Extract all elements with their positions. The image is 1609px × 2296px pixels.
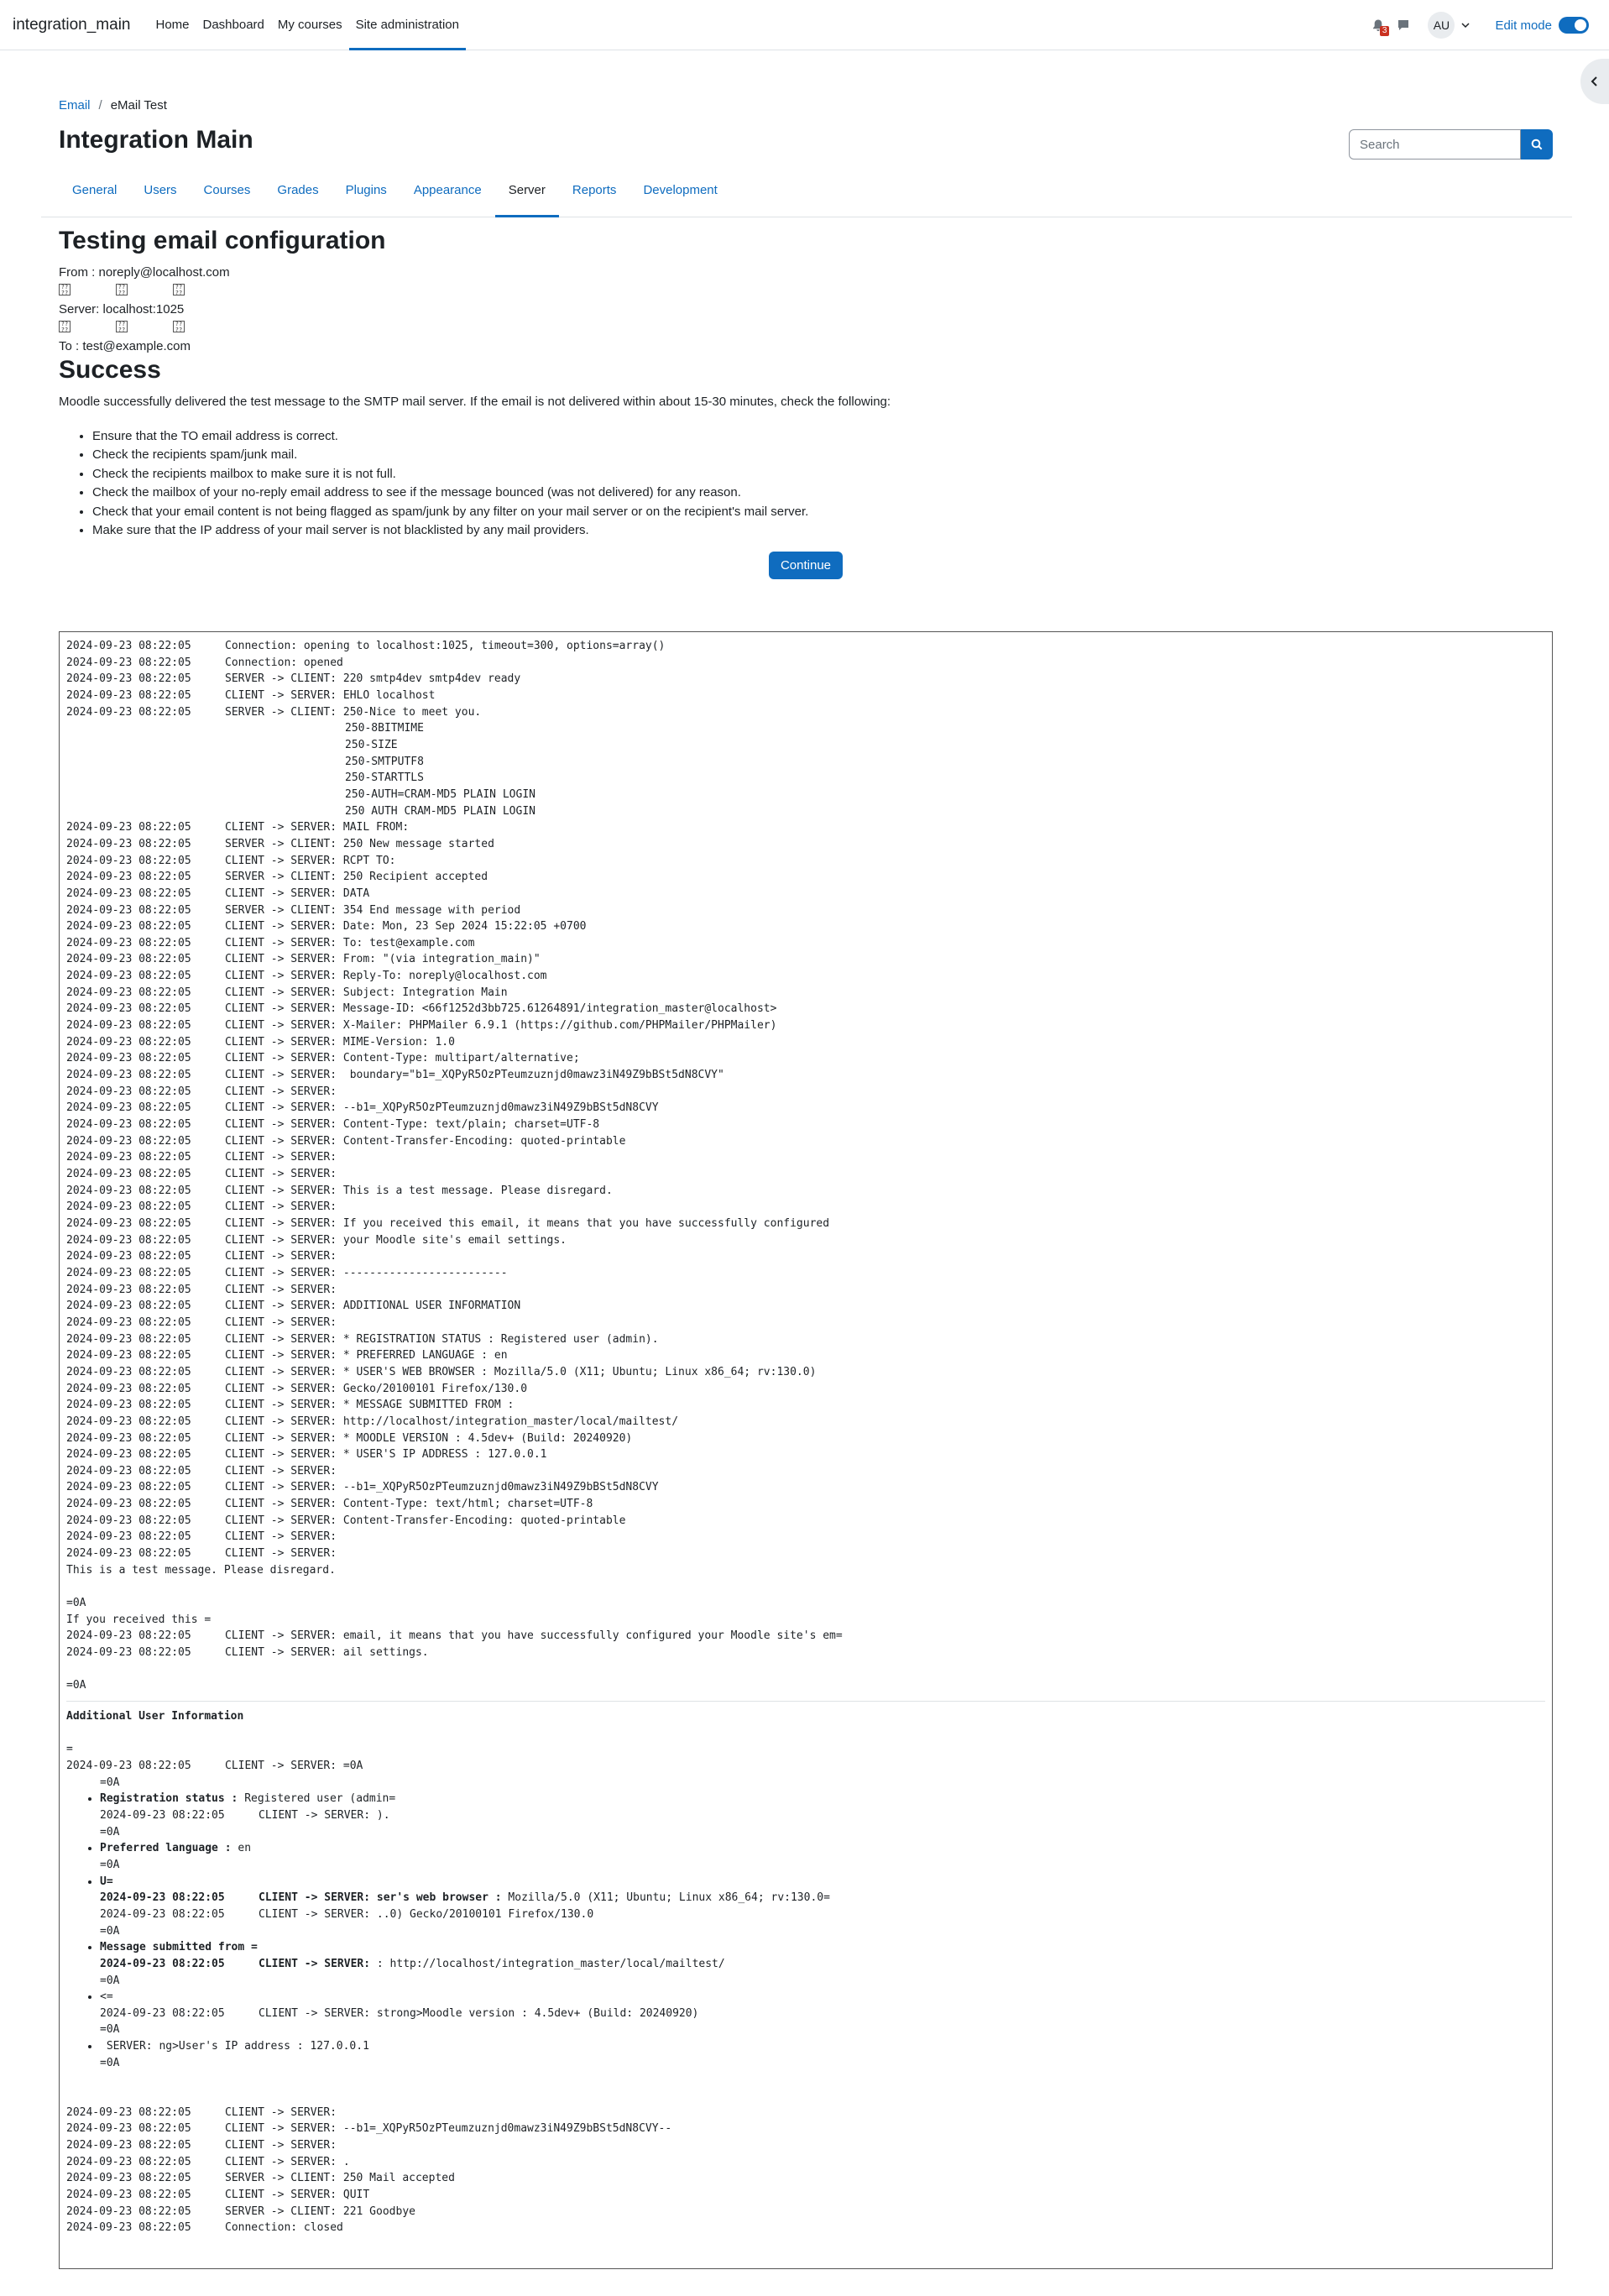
log-message: CLIENT -> SERVER: MIME-Version: 1.0: [225, 1035, 455, 1049]
log-line: [66, 935, 1545, 952]
log-line: [66, 1067, 1545, 1084]
log-line: [66, 1414, 1545, 1430]
log-line: [66, 951, 1545, 968]
log-timestamp: 2024-09-23 08:22:05: [66, 1629, 191, 1643]
log-line: [66, 1529, 1545, 1545]
log-timestamp: 2024-09-23 08:22:05: [66, 1118, 191, 1132]
log-timestamp: 2024-09-23 08:22:05: [66, 821, 191, 834]
log-text: If you received this =: [66, 1613, 212, 1626]
log-message: CLIENT -> SERVER: * PREFERRED LANGUAGE : en: [225, 1349, 508, 1362]
log-text: =0A: [100, 1776, 120, 1789]
log-line: [66, 1364, 1545, 1381]
log-timestamp: 2024-09-23 08:22:05: [66, 1547, 191, 1561]
success-heading: Success: [59, 356, 161, 384]
tab-users[interactable]: Users: [144, 183, 177, 197]
list-item: • Preferred language : en =0A: [100, 1840, 1545, 1873]
checklist: [59, 427, 1553, 540]
list-item: • Message submitted from = 2024-09-23 08:22:05 CLIENT -> SERVER: : http://localhost/integration_master/local/mailtest/ =0A: [100, 1939, 1545, 1989]
nav-my-courses[interactable]: My courses: [277, 17, 342, 32]
testing-heading: Testing email configuration: [59, 227, 386, 254]
missing-glyph-icon: ?? ??: [59, 321, 71, 332]
to-line: To : test@example.com: [59, 339, 191, 353]
log-timestamp: 2024-09-23 08:22:05: [66, 1365, 191, 1378]
log-line: [66, 2137, 1545, 2154]
log-message: CLIENT -> SERVER: This is a test message. Please disregard.: [225, 1184, 613, 1197]
log-message: CLIENT -> SERVER: Content-Type: text/html; charset=UTF-8: [225, 1498, 593, 1511]
log-timestamp: 2024-09-23 08:22:05: [66, 854, 191, 867]
log-line: [66, 688, 1545, 704]
log-line: [66, 1166, 1545, 1183]
tab-development[interactable]: Development: [643, 183, 718, 197]
log-message: CLIENT -> SERVER: your Moodle site's email settings.: [225, 1233, 567, 1247]
log-timestamp: 2024-09-23 08:22:05: [66, 1349, 191, 1362]
log-message: CLIENT -> SERVER:: [225, 2139, 337, 2152]
log-timestamp: 2024-09-23 08:22:05: [66, 1498, 191, 1511]
breadcrumb-separator: /: [98, 98, 102, 112]
log-timestamp: 2024-09-23 08:22:05: [66, 953, 191, 966]
log-line: [66, 2154, 1545, 2171]
log-timestamp: 2024-09-23 08:22:05: [66, 1382, 191, 1395]
log-timestamp: 2024-09-23 08:22:05: [66, 1431, 191, 1445]
log-line: [66, 1133, 1545, 1150]
log-message: CLIENT -> SERVER: --b1=_XQPyR5OzPTeumzuznjd0mawz3iN49Z9bBSt5dN8CVY--: [225, 2122, 672, 2136]
log-message: SERVER -> CLIENT: 250 Mail accepted: [225, 2172, 455, 2185]
log-timestamp: 2024-09-23 08:22:05: [66, 1233, 191, 1247]
log-user-info-list: [66, 1791, 1545, 2071]
log-line: [66, 985, 1545, 1002]
log-timestamp: 2024-09-23 08:22:05: [66, 1759, 191, 1772]
log-timestamp: 2024-09-23 08:22:05: [66, 1464, 191, 1477]
log-timestamp: 2024-09-23 08:22:05: [66, 1134, 191, 1148]
log-message: CLIENT -> SERVER: --b1=_XQPyR5OzPTeumzuznjd0mawz3iN49Z9bBSt5dN8CVY: [225, 1481, 659, 1494]
log-line: [66, 655, 1545, 672]
log-timestamp: 2024-09-23 08:22:05: [66, 1019, 191, 1033]
log-timestamp: 2024-09-23 08:22:05: [66, 2105, 191, 2119]
log-timestamp: 2024-09-23 08:22:05: [66, 1250, 191, 1263]
tab-courses[interactable]: Courses: [203, 183, 251, 197]
tab-plugins[interactable]: Plugins: [345, 183, 387, 197]
log-message: CLIENT -> SERVER: If you received this email, it means that you have successfully configured: [225, 1216, 830, 1230]
list-item: • U= 2024-09-23 08:22:05 CLIENT -> SERVER: ser's web browser : Mozilla/5.0 (X11; Ubuntu; Linux x86_64; rv:130.0= 2024-09-23 08:22:05 CLIENT -> SERVER: ..0) Gecko/20100101 Firefox/130.0 =0A: [100, 1874, 1545, 1940]
log-timestamp: 2024-09-23 08:22:05: [66, 1315, 191, 1329]
list-item: • <= 2024-09-23 08:22:05 CLIENT -> SERVER: strong>Moodle version : 4.5dev+ (Build: 20240920) =0A: [100, 1989, 1545, 2038]
list-item: • SERVER: ng>User's IP address : 127.0.0.1 =0A: [100, 2038, 1545, 2071]
log-timestamp: 2024-09-23 08:22:05: [66, 1101, 191, 1115]
log-line: [66, 1645, 1545, 1661]
log-text: This is a test message. Please disregard.: [66, 1563, 336, 1577]
list-item: • Check the recipients spam/junk mail.: [92, 446, 1553, 464]
log-message: CLIENT -> SERVER: * USER'S IP ADDRESS : 127.0.0.1: [225, 1448, 547, 1462]
log-timestamp: 2024-09-23 08:22:05: [66, 640, 191, 652]
log-line: [66, 1183, 1545, 1200]
log-line: [66, 1381, 1545, 1398]
missing-glyph-icon: ?? ??: [59, 284, 71, 295]
placeholder-icons-row: [59, 284, 1553, 297]
log-timestamp: 2024-09-23 08:22:05: [66, 1168, 191, 1180]
log-message: SERVER -> CLIENT: 250-Nice to meet you.: [225, 705, 482, 719]
from-line: From : noreply@localhost.com: [59, 265, 230, 280]
log-message: CLIENT -> SERVER:: [225, 1283, 337, 1296]
log-line: [66, 968, 1545, 985]
log-timestamp: 2024-09-23 08:22:05: [66, 871, 191, 884]
log-line: [66, 671, 1545, 688]
notification-count-badge: 3: [1380, 26, 1390, 36]
log-timestamp: 2024-09-23 08:22:05: [66, 688, 191, 702]
search-icon: [1531, 139, 1543, 150]
nav-site-administration[interactable]: Site administration: [349, 0, 466, 50]
log-line: [66, 1248, 1545, 1265]
log-message: SERVER -> CLIENT: 354 End message with period: [225, 903, 521, 917]
log-message: CLIENT -> SERVER: boundary="b1=_XQPyR5OzPTeumzuznjd0mawz3iN49Z9bBSt5dN8CVY": [225, 1069, 724, 1082]
breadcrumb-current: eMail Test: [110, 98, 167, 112]
log-message: SERVER -> CLIENT: 221 Goodbye: [225, 2204, 415, 2218]
log-text: =0A: [66, 1679, 86, 1692]
log-message: CLIENT -> SERVER:: [225, 1315, 337, 1329]
chevron-down-icon[interactable]: [1461, 21, 1471, 29]
log-message: CLIENT -> SERVER:: [225, 1250, 337, 1263]
log-message: CLIENT -> SERVER: Content-Type: multipart/alternative;: [225, 1052, 580, 1065]
log-line: [66, 1513, 1545, 1530]
log-timestamp: 2024-09-23 08:22:05: [66, 1052, 191, 1065]
log-timestamp: 2024-09-23 08:22:05: [66, 1530, 191, 1544]
chat-bubble-icon: [1397, 18, 1410, 32]
log-additional-heading: Additional User Information: [66, 1710, 244, 1723]
log-timestamp: 2024-09-23 08:22:05: [100, 2006, 225, 2020]
log-line: [66, 869, 1545, 886]
log-timestamp: 2024-09-23 08:22:05: [66, 1514, 191, 1527]
user-navigation: [1369, 0, 1609, 50]
log-line: [66, 704, 1545, 721]
log-line: [66, 1545, 1545, 1562]
log-line: [66, 1347, 1545, 1364]
log-message: CLIENT -> SERVER: * MESSAGE SUBMITTED FROM :: [225, 1399, 515, 1412]
log-timestamp: 2024-09-23 08:22:05: [66, 1481, 191, 1494]
log-message: CLIENT -> SERVER: RCPT TO:: [225, 854, 396, 867]
log-line: [66, 2105, 1545, 2121]
log-message: Connection: opened: [225, 656, 343, 669]
log-timestamp: 2024-09-23 08:22:05: [66, 2155, 191, 2168]
log-line: [66, 819, 1545, 836]
log-line: [66, 1017, 1545, 1034]
log-timestamp: 2024-09-23 08:22:05: [66, 2204, 191, 2218]
log-timestamp: 2024-09-23 08:22:05: [66, 1002, 191, 1016]
smtp-debug-log: [59, 631, 1553, 2269]
missing-glyph-icon: ?? ??: [116, 284, 128, 295]
main-content: [59, 227, 1553, 579]
log-timestamp: 2024-09-23 08:22:05: [66, 672, 191, 686]
log-message: SERVER -> CLIENT: 250 Recipient accepted: [225, 871, 488, 884]
log-timestamp: 2024-09-23 08:22:05: [66, 1151, 191, 1164]
log-timestamp: 2024-09-23 08:22:05: [100, 1957, 225, 1970]
primary-navigation: [149, 0, 466, 50]
continue-button[interactable]: Continue: [769, 552, 843, 579]
log-timestamp: 2024-09-23 08:22:05: [66, 1035, 191, 1049]
log-line: [66, 1100, 1545, 1117]
log-line: [66, 902, 1545, 919]
log-line: [66, 1232, 1545, 1249]
tab-appearance[interactable]: Appearance: [413, 183, 482, 197]
missing-glyph-icon: ?? ??: [173, 321, 185, 332]
log-timestamp: 2024-09-23 08:22:05: [66, 1266, 191, 1279]
log-line: [66, 1397, 1545, 1414]
log-message: CLIENT -> SERVER: Subject: Integration Main: [225, 986, 508, 999]
log-line: [66, 1496, 1545, 1513]
log-timestamp: 2024-09-23 08:22:05: [66, 1184, 191, 1197]
log-message: CLIENT -> SERVER:: [225, 1168, 337, 1180]
list-item: • Check the recipients mailbox to make sure it is not full.: [92, 465, 1553, 484]
log-timestamp: 2024-09-23 08:22:05: [66, 920, 191, 934]
log-message: CLIENT -> SERVER:: [225, 1200, 337, 1214]
log-line: [66, 1216, 1545, 1232]
log-line: [66, 918, 1545, 935]
log-text: =0A: [66, 1597, 86, 1610]
log-timestamp: 2024-09-23 08:22:05: [66, 1283, 191, 1296]
log-line: [66, 1199, 1545, 1216]
log-timestamp: 2024-09-23 08:22:05: [66, 2172, 191, 2185]
top-navbar: [0, 0, 1609, 50]
chevron-left-icon: [1590, 76, 1600, 87]
log-continuation: 250-8BITMIME: [345, 722, 424, 735]
log-message: CLIENT -> SERVER: * REGISTRATION STATUS : Registered user (admin).: [225, 1332, 659, 1346]
log-timestamp: 2024-09-23 08:22:05: [66, 2221, 191, 2235]
log-line: [66, 2204, 1545, 2220]
tab-general[interactable]: General: [72, 183, 118, 197]
admin-tabs: [41, 172, 1572, 217]
log-line: [66, 1430, 1545, 1447]
open-block-drawer-button[interactable]: [1580, 59, 1609, 104]
log-message: CLIENT -> SERVER: Content-Transfer-Encoding: quoted-printable: [225, 1514, 626, 1527]
log-message: CLIENT -> SERVER: -------------------------: [225, 1266, 508, 1279]
tab-grades[interactable]: Grades: [277, 183, 319, 197]
log-timestamp: 2024-09-23 08:22:05: [66, 2189, 191, 2202]
log-message: CLIENT -> SERVER: EHLO localhost: [225, 688, 436, 702]
user-avatar[interactable]: AU: [1428, 12, 1455, 39]
log-line: [66, 1001, 1545, 1017]
log-timestamp: 2024-09-23 08:22:05: [100, 1808, 225, 1822]
log-message: CLIENT -> SERVER:: [225, 1151, 337, 1164]
nav-home[interactable]: Home: [155, 17, 190, 32]
log-timestamp: 2024-09-23 08:22:05: [66, 2122, 191, 2136]
log-divider: [66, 1701, 1545, 1702]
log-timestamp: 2024-09-23 08:22:05: [66, 886, 191, 900]
log-timestamp: 2024-09-23 08:22:05: [66, 1448, 191, 1462]
log-message: CLIENT -> SERVER: Message-ID: <66f1252d3bb725.61264891/integration_master@localhost>: [225, 1002, 777, 1016]
log-message: CLIENT -> SERVER: Date: Mon, 23 Sep 2024 15:22:05 +0700: [225, 920, 587, 934]
page-title: Integration Main: [59, 126, 253, 154]
log-message: CLIENT -> SERVER: * USER'S WEB BROWSER : Mozilla/5.0 (X11; Ubuntu; Linux x86_64; rv:130.0): [225, 1365, 817, 1378]
log-timestamp: 2024-09-23 08:22:05: [66, 986, 191, 999]
log-message: CLIENT -> SERVER: ail settings.: [225, 1646, 429, 1660]
breadcrumb: [59, 98, 167, 112]
log-line: [66, 2121, 1545, 2137]
tab-server[interactable]: Server: [495, 172, 559, 217]
log-timestamp: 2024-09-23 08:22:05: [66, 1399, 191, 1412]
log-line: [66, 1446, 1545, 1463]
tab-reports[interactable]: Reports: [572, 183, 617, 197]
log-line: [66, 1282, 1545, 1299]
log-timestamp: 2024-09-23 08:22:05: [66, 1415, 191, 1428]
log-line: [66, 1050, 1545, 1067]
log-line: [66, 836, 1545, 853]
log-timestamp: 2024-09-23 08:22:05: [66, 656, 191, 669]
missing-glyph-icon: ?? ??: [116, 321, 128, 332]
list-item: • Make sure that the IP address of your mail server is not blacklisted by any mail providers.: [92, 521, 1553, 540]
log-continuation: 250-STARTTLS: [345, 771, 424, 785]
log-timestamp: 2024-09-23 08:22:05: [66, 1069, 191, 1082]
log-timestamp: 2024-09-23 08:22:05: [66, 903, 191, 917]
notifications-button[interactable]: [1369, 16, 1387, 34]
log-continuation: 250-SIZE: [345, 738, 398, 751]
log-message: CLIENT -> SERVER: http://localhost/integration_master/local/mailtest/: [225, 1415, 679, 1428]
log-message: SERVER -> CLIENT: 250 New message started: [225, 837, 494, 850]
log-message: Connection: closed: [225, 2221, 343, 2235]
log-message: CLIENT -> SERVER: Content-Type: text/plain; charset=UTF-8: [225, 1118, 600, 1132]
log-line: [66, 1331, 1545, 1348]
log-text: =: [66, 1743, 73, 1756]
log-line: [66, 1034, 1545, 1051]
log-timestamp: 2024-09-23 08:22:05: [66, 1646, 191, 1660]
log-line: 2024-09-23 08:22:05 CLIENT -> SERVER: =0A: [66, 1758, 1545, 1775]
log-line: [66, 638, 1545, 655]
messages-button[interactable]: [1394, 16, 1413, 34]
log-line: [66, 1479, 1545, 1496]
log-message: CLIENT -> SERVER:: [225, 1530, 337, 1544]
log-line: [66, 1298, 1545, 1315]
log-timestamp: 2024-09-23 08:22:05: [66, 837, 191, 850]
log-timestamp: 2024-09-23 08:22:05: [66, 1216, 191, 1230]
log-line: [66, 1628, 1545, 1645]
log-message: CLIENT -> SERVER: --b1=_XQPyR5OzPTeumzuznjd0mawz3iN49Z9bBSt5dN8CVY: [225, 1101, 659, 1115]
log-timestamp: 2024-09-23 08:22:05: [66, 1085, 191, 1098]
log-timestamp: 2024-09-23 08:22:05: [100, 1891, 225, 1905]
list-item: • Check that your email content is not being flagged as spam/junk by any filter on your mail server or on the recipient's mail server.: [92, 503, 1553, 521]
log-line: [66, 2187, 1545, 2204]
log-timestamp: 2024-09-23 08:22:05: [66, 1332, 191, 1346]
log-timestamp: 2024-09-23 08:22:05: [100, 1907, 225, 1921]
log-message: CLIENT -> SERVER: .: [225, 2155, 350, 2168]
site-name[interactable]: integration_main: [13, 15, 131, 34]
log-message: CLIENT -> SERVER:: [225, 1464, 337, 1477]
log-line: [66, 1463, 1545, 1480]
log-line: [66, 886, 1545, 902]
log-line: [66, 853, 1545, 870]
log-message: CLIENT -> SERVER: * MOODLE VERSION : 4.5dev+ (Build: 20240920): [225, 1431, 633, 1445]
list-item: • Registration status : Registered user (admin= 2024-09-23 08:22:05 CLIENT -> SERVER: ). =0A: [100, 1791, 1545, 1840]
log-message: CLIENT -> SERVER: ADDITIONAL USER INFORMATION: [225, 1300, 521, 1313]
edit-mode-label[interactable]: Edit mode: [1495, 18, 1552, 33]
nav-dashboard[interactable]: Dashboard: [202, 17, 264, 32]
list-item: • Check the mailbox of your no-reply email address to see if the message bounced (was not delivered) for any reason.: [92, 484, 1553, 502]
edit-mode-toggle[interactable]: [1559, 17, 1589, 34]
log-line: [66, 1315, 1545, 1331]
log-message: CLIENT -> SERVER: Reply-To: noreply@localhost.com: [225, 970, 547, 983]
placeholder-icons-row: [59, 321, 1553, 334]
admin-search: [1349, 129, 1553, 160]
log-message: CLIENT -> SERVER: Gecko/20100101 Firefox/130.0: [225, 1382, 528, 1395]
log-message: CLIENT -> SERVER: To: test@example.com: [225, 936, 475, 949]
log-line: [66, 1149, 1545, 1166]
log-line: [66, 1117, 1545, 1133]
list-item: • Ensure that the TO email address is correct.: [92, 427, 1553, 446]
log-message: CLIENT -> SERVER:: [225, 2105, 337, 2119]
log-message: Connection: opening to localhost:1025, timeout=300, options=array(): [225, 640, 666, 652]
log-continuation: 250 AUTH CRAM-MD5 PLAIN LOGIN: [345, 804, 535, 818]
log-message: CLIENT -> SERVER: email, it means that you have successfully configured your Moodle site's em=: [225, 1629, 843, 1643]
log-line: [66, 2170, 1545, 2187]
breadcrumb-email-link[interactable]: Email: [59, 98, 91, 112]
log-message: CLIENT -> SERVER: Content-Transfer-Encoding: quoted-printable: [225, 1134, 626, 1148]
log-timestamp: 2024-09-23 08:22:05: [66, 1200, 191, 1214]
missing-glyph-icon: ?? ??: [173, 284, 185, 295]
log-message: CLIENT -> SERVER: DATA: [225, 886, 370, 900]
search-input[interactable]: [1349, 129, 1521, 160]
log-message: SERVER -> CLIENT: 220 smtp4dev smtp4dev ready: [225, 672, 521, 686]
log-message: CLIENT -> SERVER:: [225, 1085, 337, 1098]
server-line: Server: localhost:1025: [59, 302, 185, 316]
log-continuation: 250-SMTPUTF8: [345, 755, 424, 768]
log-timestamp: 2024-09-23 08:22:05: [66, 936, 191, 949]
log-message: CLIENT -> SERVER: MAIL FROM:: [225, 821, 410, 834]
log-timestamp: 2024-09-23 08:22:05: [66, 970, 191, 983]
log-timestamp: 2024-09-23 08:22:05: [66, 2139, 191, 2152]
log-message: CLIENT -> SERVER: QUIT: [225, 2189, 370, 2202]
log-line: [66, 2220, 1545, 2236]
success-intro: Moodle successfully delivered the test message to the SMTP mail server. If the email is not delivered within about 15-30 minutes, check the following:: [59, 395, 891, 409]
log-timestamp: 2024-09-23 08:22:05: [66, 705, 191, 719]
log-message: CLIENT -> SERVER: From: "(via integration_main)": [225, 953, 541, 966]
log-continuation: 250-AUTH=CRAM-MD5 PLAIN LOGIN: [345, 787, 535, 801]
log-timestamp: 2024-09-23 08:22:05: [66, 1300, 191, 1313]
search-button[interactable]: [1521, 129, 1553, 160]
log-message: CLIENT -> SERVER: X-Mailer: PHPMailer 6.9.1 (https://github.com/PHPMailer/PHPMailer): [225, 1019, 777, 1033]
log-line: [66, 1265, 1545, 1282]
log-line: [66, 1084, 1545, 1101]
log-message: CLIENT -> SERVER:: [225, 1547, 337, 1561]
